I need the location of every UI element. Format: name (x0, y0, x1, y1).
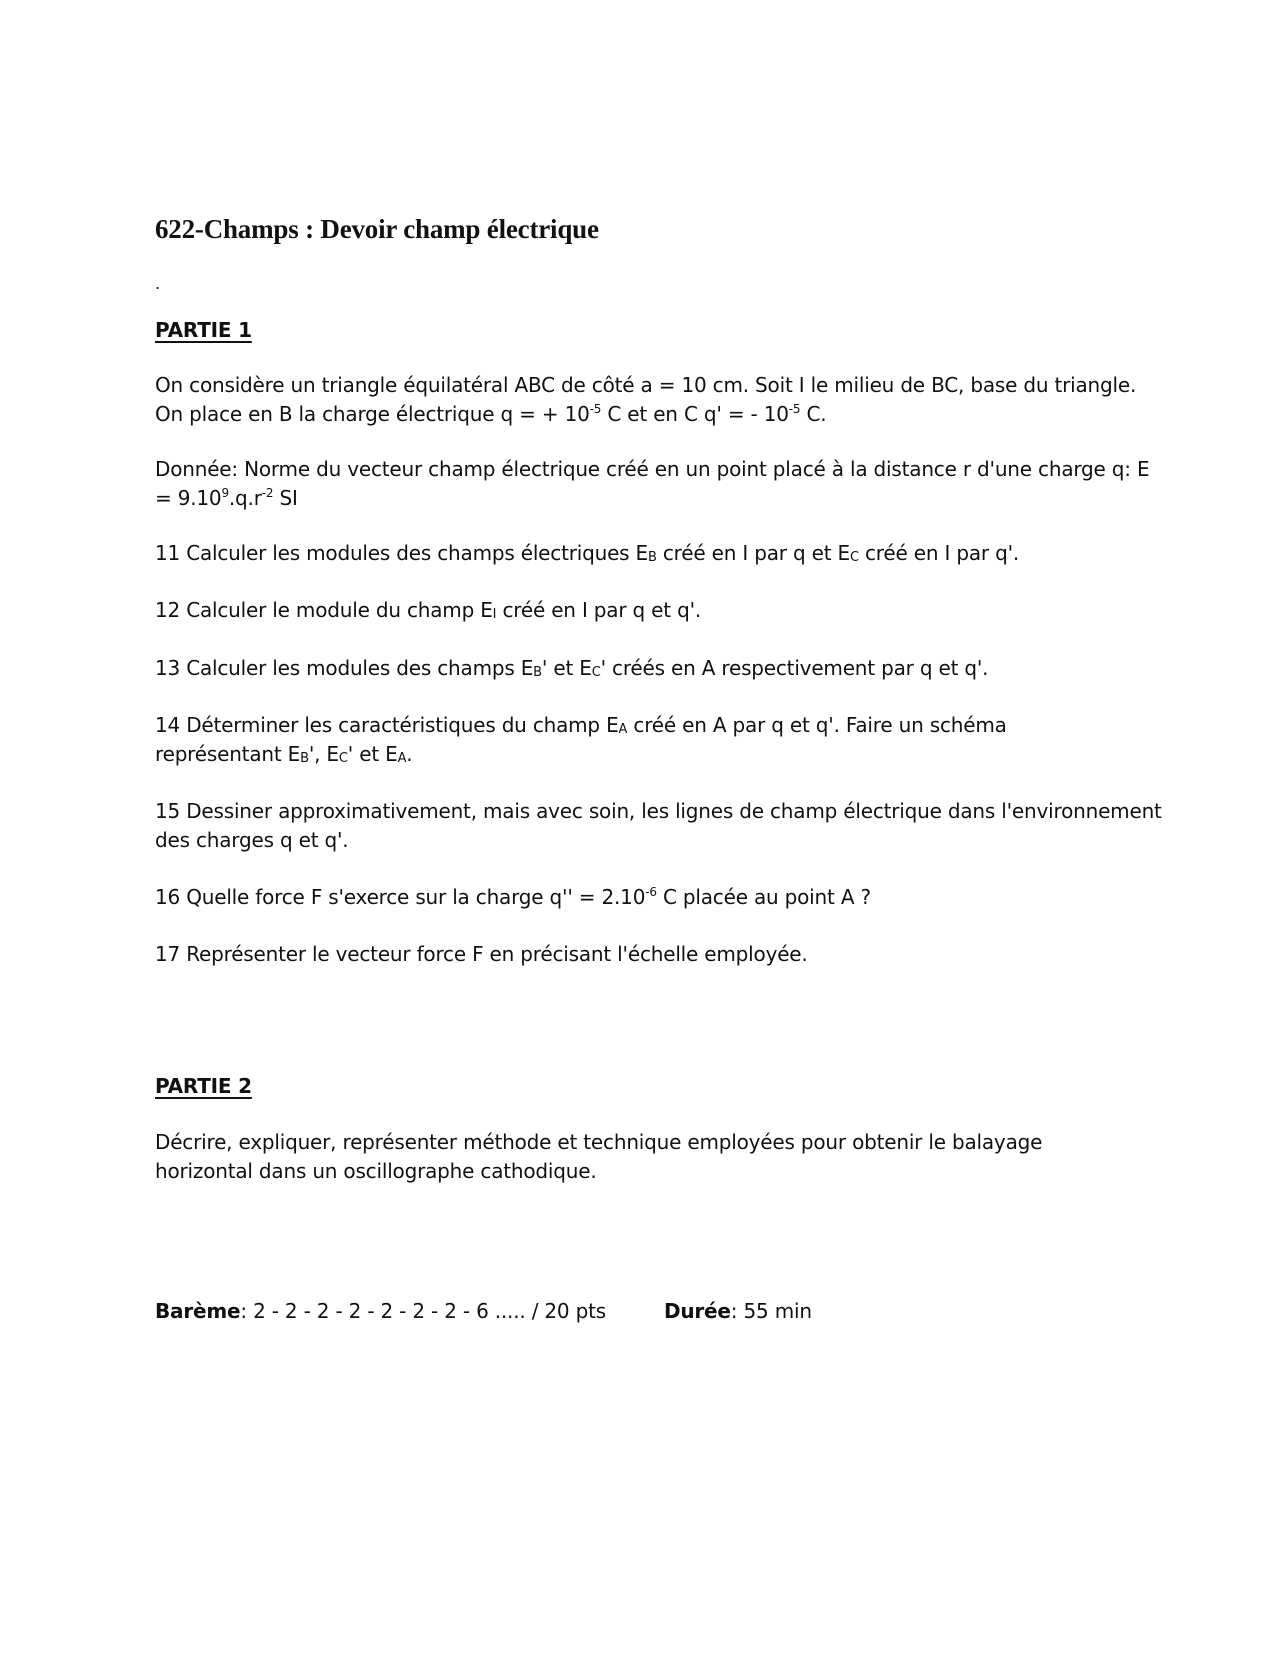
part2-heading: PARTIE 2 (155, 1074, 252, 1098)
question-13: 13 Calculer les modules des champs $E_B'$ et $E_C'$ créés en A respectivement par q et q'. (155, 656, 989, 680)
question-15: 15 Dessiner approximativement, mais avec soin, les lignes de champ électrique dans l'environnement des charges q et q'. (155, 799, 1162, 852)
question-17: 17 Représenter le vecteur force F en précisant l'échelle employée. (155, 942, 808, 966)
donnee-line-2: = $9.10^9.q.r^{-2}$ SI (155, 486, 298, 510)
intro-line-2: On place en B la charge électrique q = + $10^{-5}$ C et en C q' = - $10^{-5}$ C. (155, 402, 827, 426)
stray-dot: . (155, 274, 160, 293)
part1-donnee (155, 455, 1150, 513)
duree-label: Durée (663, 1299, 731, 1323)
duree-value: : 55 min (730, 1299, 812, 1323)
question-11: 11 Calculer les modules des champs électriques $E_B$ créé en I par q et $E_C$ créé en I par q'. (155, 541, 1020, 565)
question-12: 12 Calculer le module du champ $E_I$ créé en I par q et q'. (155, 598, 702, 622)
part2-text: Décrire, expliquer, représenter méthode et technique employées pour obtenir le balayage horizontal dans un oscillographe cathodique. (155, 1130, 1043, 1183)
part1-intro (155, 371, 1135, 429)
donnee-line-1: Donnée: Norme du vecteur champ électrique créé en un point placé à la distance r d'une charge q: E (155, 457, 1150, 481)
document-title: 622-Champs : Devoir champ électrique (155, 214, 599, 244)
bareme-label: Barème (155, 1299, 241, 1323)
intro-line-1: On considère un triangle équilatéral ABC de côté a = 10 cm. Soit I le milieu de BC, base du triangle. (155, 373, 1137, 397)
bareme-value: : 2 - 2 - 2 - 2 - 2 - 2 - 2 - 6 ..... / 20 pts (240, 1299, 606, 1323)
part1-heading: PARTIE 1 (155, 318, 252, 342)
question-14: 14 Déterminer les caractéristiques du champ $E_A$ créé en A par q et q'. Faire un schéma représentant $E_B'$, $E_C'$ et $E_A$. (155, 713, 1007, 766)
question-16: 16 Quelle force F s'exerce sur la charge $q'' = 2.10^{-6}$ C placée au point A ? (155, 885, 871, 909)
grading-footer (155, 1297, 812, 1326)
